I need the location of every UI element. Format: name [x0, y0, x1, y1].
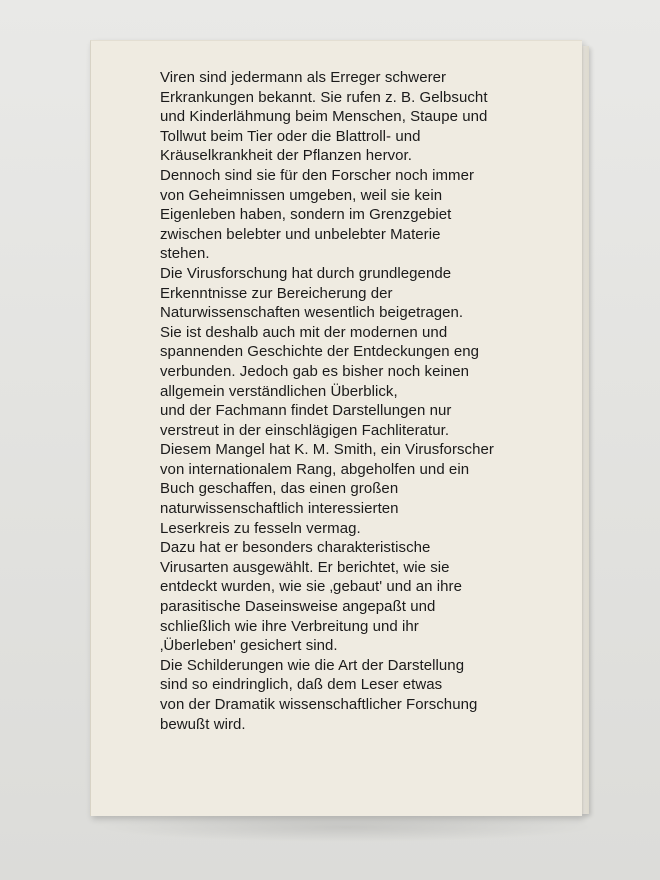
blurb-line: Diesem Mangel hat K. M. Smith, ein Virusforscher: [160, 441, 494, 459]
blurb-line: von internationalem Rang, abgeholfen und ein: [160, 460, 470, 478]
blurb-line: Viren sind jedermann als Erreger schwerer: [160, 69, 447, 86]
blurb-line: zwischen belebter und unbelebter Materie: [160, 225, 441, 243]
blurb-line: Dennoch sind sie für den Forscher noch immer: [160, 166, 475, 184]
blurb-line: und Kinderlähmung beim Menschen, Staupe und: [160, 108, 488, 126]
blurb-line: Sie ist deshalb auch mit der modernen und: [160, 323, 448, 341]
blurb-line: entdeckt wurden, wie sie ‚gebaut' und an ihre: [160, 578, 462, 596]
book-page-edge: [581, 46, 589, 814]
blurb-line: spannenden Geschichte der Entdeckungen eng: [160, 343, 480, 361]
blurb-line: verbunden. Jedoch gab es bisher noch keinen: [160, 362, 470, 380]
blurb-line: parasitische Daseinsweise angepaßt und: [160, 598, 436, 616]
blurb-line: schließlich wie ihre Verbreitung und ihr: [160, 617, 419, 635]
blurb-line: Erkenntnisse zur Bereicherung der: [160, 284, 393, 302]
blurb-line: Naturwissenschaften wesentlich beigetragen.: [160, 304, 464, 322]
blurb-line: verstreut in der einschlägigen Fachliteratur.: [160, 421, 450, 439]
blurb-line: und der Fachmann findet Darstellungen nur: [160, 402, 452, 420]
blurb-line: Leserkreis zu fesseln vermag.: [160, 519, 361, 537]
blurb-text: [160, 68, 570, 734]
blurb-line: Buch geschaffen, das einen großen: [160, 480, 399, 498]
blurb-line: ‚Überleben' gesichert sind.: [160, 637, 338, 655]
blurb-line: bewußt wird.: [160, 715, 246, 733]
blurb-line: Erkrankungen bekannt. Sie rufen z. B. Gelbsucht: [160, 88, 488, 106]
blurb-line: Dazu hat er besonders charakteristische: [160, 539, 431, 557]
blurb-line: stehen.: [160, 245, 210, 263]
blurb-line: von Geheimnissen umgeben, weil sie kein: [160, 186, 443, 204]
blurb-line: Die Virusforschung hat durch grundlegende: [160, 264, 452, 282]
blurb-line: Eigenleben haben, sondern im Grenzgebiet: [160, 206, 452, 224]
blurb-line: Kräuselkrankheit der Pflanzen hervor.: [160, 147, 412, 165]
blurb-line: von der Dramatik wissenschaftlicher Forschung: [160, 696, 478, 713]
blurb-line: Tollwut beim Tier oder die Blattroll- und: [160, 127, 421, 145]
blurb-line: Die Schilderungen wie die Art der Darstellung: [160, 656, 465, 674]
blurb-line: naturwissenschaftlich interessierten: [160, 500, 399, 518]
book-shadow: [96, 812, 596, 842]
blurb-line: sind so eindringlich, daß dem Leser etwas: [160, 676, 443, 694]
blurb-line: Virusarten ausgewählt. Er berichtet, wie sie: [160, 558, 450, 576]
blurb-line: allgemein verständlichen Überblick,: [160, 382, 398, 400]
